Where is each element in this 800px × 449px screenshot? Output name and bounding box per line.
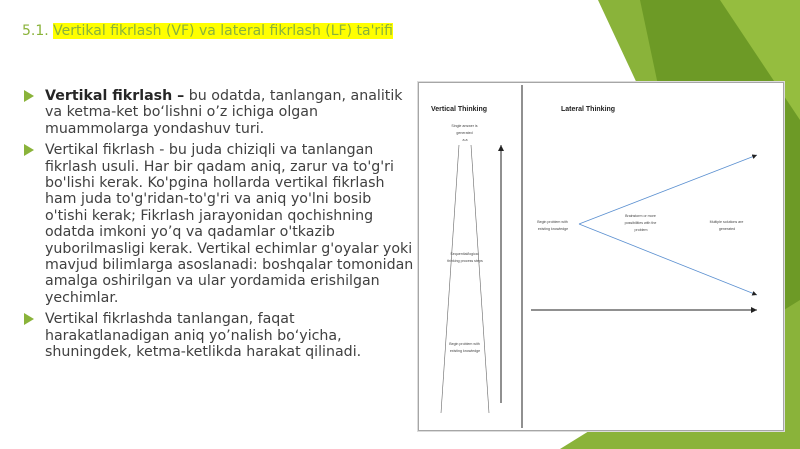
vertical-heading: Vertical Thinking [431, 106, 488, 113]
arrow-bullet-icon [24, 144, 34, 156]
thinking-diagram [418, 82, 784, 431]
vertical-bottom-label: Begin problem with existing knowledge [449, 342, 481, 353]
lateral-lower-arrow [579, 224, 757, 295]
bullet-item [22, 142, 414, 306]
bullet-text: Vertikal fikrlash - bu juda chiziqli va tanlangan fikrlash usuli. Har bir qadam aniq, zarur va to'g'ri bo'lishi kerak. Ko'pgina hollarda vertikal fikrlash ham juda to'g'ridan-to'g'ri va aniq yo'lni bosib o'tishi kerak; Fikrlash jarayonidan qochishning odatda imkoni yo’q va qadamlar o'tkazib yuborilmasligi kerak. Vertikal echimlar g'oyalar yoki mavjud bilimlarga asoslanadi: boshqalar tomonidan amalga oshirilgan va ular yordamida erishilgan yechimlar. [45, 142, 414, 306]
bullet-item [22, 88, 414, 137]
vertical-top-label: Single answer is generated a.a [451, 124, 478, 142]
bullet-text: Vertikal fikrlashda tanlangan, faqat harakatlanadigan aniq yo’nalish bo‘yicha, shuningdek, ketma-ketlikda harakat qilinadi. [45, 311, 362, 361]
lateral-start-label: Begin problem with existing knowledge [537, 220, 569, 231]
arrow-bullet-icon [24, 90, 34, 102]
bullet-bold: Vertikal fikrlash – [45, 88, 185, 104]
funnel-left-line [441, 145, 459, 413]
vertical-mid-label: Sequential/logical thinking process steps [447, 252, 483, 263]
slide-title [22, 23, 393, 39]
bullet-text: bu odatda, tanlangan, analitik va ketma-ket bo‘lishni o’z ichiga olgan muammolarga yondashuv turi. [45, 88, 403, 137]
bullet-list [22, 88, 414, 366]
arrow-bullet-icon [24, 313, 34, 325]
lateral-end-label: Multiple solutions are generated [709, 220, 744, 231]
lateral-upper-arrow [579, 155, 757, 224]
lateral-heading: Lateral Thinking [561, 106, 616, 113]
title-highlight: Vertikal fikrlash (VF) va lateral fikrlash (LF) ta'rifi [53, 23, 393, 39]
title-number: 5.1. [22, 23, 49, 39]
bullet-item [22, 311, 414, 360]
lateral-middle-label: Brainstorm or more possibilities with the problem [624, 214, 657, 232]
funnel-right-line [471, 145, 489, 413]
diagram-svg [419, 83, 783, 430]
